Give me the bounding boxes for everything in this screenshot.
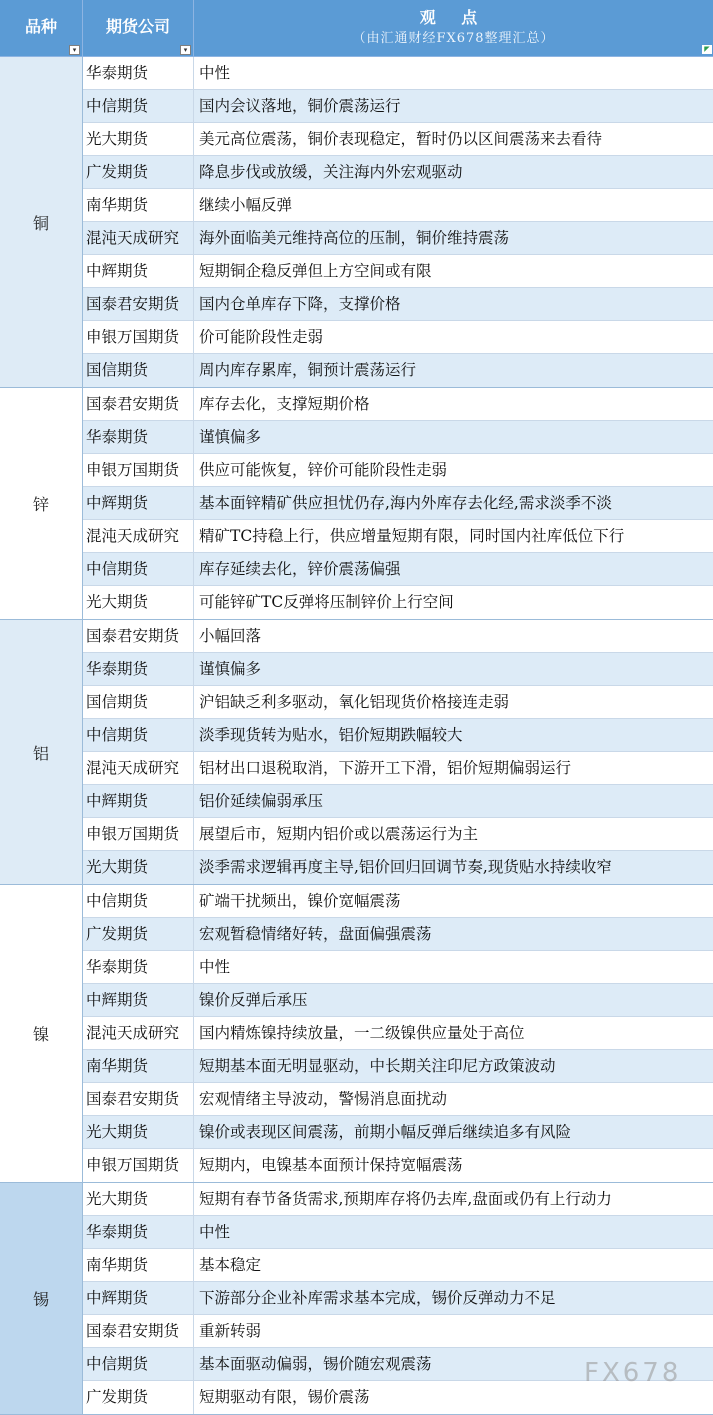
company-cell: 光大期货 (83, 586, 194, 619)
table-row (83, 851, 713, 884)
view-cell: 供应可能恢复，锌价可能阶段性走弱 (199, 461, 448, 479)
company-cell: 中信期货 (83, 885, 194, 917)
company-cell: 国信期货 (83, 686, 194, 718)
company-cell: 申银万国期货 (83, 454, 194, 486)
company-cell: 国泰君安期货 (83, 388, 194, 420)
company-cell: 中辉期货 (83, 255, 194, 287)
company-cell: 国信期货 (83, 354, 194, 387)
company-cell: 光大期货 (83, 851, 194, 884)
view-cell: 镍价或表现区间震荡，前期小幅反弹后继续追多有风险 (199, 1123, 572, 1141)
company-cell: 南华期货 (83, 1249, 194, 1281)
table-row (83, 1216, 713, 1249)
view-cell: 镍价反弹后承压 (199, 991, 308, 1009)
filter-dropdown-icon[interactable]: ▾ (69, 45, 80, 55)
view-cell: 国内精炼镍持续放量，一二级镍供应量处于高位 (199, 1024, 525, 1042)
variety-cell: 锡 (0, 1183, 83, 1414)
table-row (83, 620, 713, 653)
group-section (0, 388, 713, 620)
table-row (83, 1017, 713, 1050)
view-cell: 淡季现货转为贴水，铝价短期跌幅较大 (199, 726, 463, 744)
company-cell: 国泰君安期货 (83, 620, 194, 652)
view-cell: 短期有春节备货需求,预期库存将仍去库,盘面或仍有上行动力 (199, 1190, 612, 1208)
view-cell: 淡季需求逻辑再度主导,铝价回归回调节奏,现货贴水持续收窄 (199, 858, 612, 876)
table-row (83, 288, 713, 321)
company-cell: 中辉期货 (83, 984, 194, 1016)
group-rows (83, 885, 713, 1182)
view-cell: 美元高位震荡，铜价表现稳定，暂时仍以区间震荡来去看待 (199, 130, 603, 148)
table-row (83, 984, 713, 1017)
company-cell: 中辉期货 (83, 487, 194, 519)
company-cell: 混沌天成研究 (83, 520, 194, 552)
sheet-corner-icon: ◤ (702, 45, 712, 54)
company-cell: 南华期货 (83, 189, 194, 221)
header-view-label: 观 点 (419, 8, 488, 27)
view-cell: 降息步伐或放缓，关注海内外宏观驱动 (199, 163, 463, 181)
view-cell: 价可能阶段性走弱 (199, 328, 324, 346)
view-cell: 可能锌矿TC反弹将压制锌价上行空间 (199, 593, 454, 611)
view-cell: 中性 (199, 64, 231, 82)
view-cell: 短期内，电镍基本面预计保持宽幅震荡 (199, 1156, 463, 1174)
table-row (83, 885, 713, 918)
company-cell: 中信期货 (83, 1348, 194, 1380)
variety-cell: 铜 (0, 57, 83, 387)
table-row (83, 1050, 713, 1083)
view-cell: 库存延续去化，锌价震荡偏强 (199, 560, 401, 578)
view-cell: 继续小幅反弹 (199, 196, 293, 214)
table-row (83, 454, 713, 487)
header-company-cell (83, 0, 194, 56)
table-body (0, 57, 713, 1415)
view-cell: 重新转弱 (199, 1322, 262, 1340)
view-cell: 库存去化，支撑短期价格 (199, 395, 370, 413)
group-section (0, 620, 713, 885)
company-cell: 混沌天成研究 (83, 752, 194, 784)
table-row (83, 951, 713, 984)
view-cell: 基本稳定 (199, 1256, 262, 1274)
table-row (83, 388, 713, 421)
view-cell: 展望后市，短期内铝价或以震荡运行为主 (199, 825, 479, 843)
group-section (0, 57, 713, 388)
table-row (83, 553, 713, 586)
company-cell: 申银万国期货 (83, 1149, 194, 1182)
table-row (83, 255, 713, 288)
view-cell: 宏观暂稳情绪好转，盘面偏强震荡 (199, 925, 432, 943)
company-cell: 国泰君安期货 (83, 1083, 194, 1115)
view-cell: 短期基本面无明显驱动，中长期关注印尼方政策波动 (199, 1057, 556, 1075)
view-cell: 短期驱动有限，锡价震荡 (199, 1388, 370, 1406)
header-company-label: 期货公司 (105, 17, 170, 36)
company-cell: 广发期货 (83, 1381, 194, 1414)
table-row (83, 719, 713, 752)
table-row (83, 918, 713, 951)
table-row (83, 818, 713, 851)
table-row (83, 57, 713, 90)
company-cell: 中辉期货 (83, 785, 194, 817)
company-cell: 中信期货 (83, 719, 194, 751)
table-row (83, 1249, 713, 1282)
view-cell: 铝价延续偏弱承压 (199, 792, 324, 810)
group-rows (83, 388, 713, 619)
company-cell: 广发期货 (83, 156, 194, 188)
table-row (83, 785, 713, 818)
table-row (83, 156, 713, 189)
header-view-cell (194, 0, 713, 56)
view-cell: 矿端干扰频出，镍价宽幅震荡 (199, 892, 401, 910)
view-cell: 下游部分企业补库需求基本完成，锡价反弹动力不足 (199, 1289, 556, 1307)
view-cell: 铝材出口退税取消，下游开工下滑，铝价短期偏弱运行 (199, 759, 572, 777)
watermark-logo: FX678 (584, 1358, 682, 1388)
company-cell: 南华期货 (83, 1050, 194, 1082)
variety-cell: 锌 (0, 388, 83, 619)
table-row (83, 1149, 713, 1182)
company-cell: 中辉期货 (83, 1282, 194, 1314)
table-row (83, 653, 713, 686)
view-cell: 中性 (199, 958, 231, 976)
header-variety-cell (0, 0, 83, 56)
view-cell: 周内库存累库，铜预计震荡运行 (199, 361, 417, 379)
view-cell: 中性 (199, 1223, 231, 1241)
header-view-note: （由汇通财经FX678整理汇总） (352, 31, 555, 46)
table-row (83, 520, 713, 553)
company-cell: 华泰期货 (83, 1216, 194, 1248)
table-row (83, 752, 713, 785)
company-cell: 广发期货 (83, 918, 194, 950)
table-row (83, 586, 713, 619)
table-row (83, 90, 713, 123)
table-row (83, 222, 713, 255)
table-header (0, 0, 713, 57)
company-cell: 申银万国期货 (83, 818, 194, 850)
table-row (83, 123, 713, 156)
variety-cell: 铝 (0, 620, 83, 884)
company-cell: 混沌天成研究 (83, 222, 194, 254)
company-cell: 国泰君安期货 (83, 288, 194, 320)
view-cell: 短期铜企稳反弹但上方空间或有限 (199, 262, 432, 280)
table-row (83, 1282, 713, 1315)
company-cell: 光大期货 (83, 123, 194, 155)
view-cell: 沪铝缺乏利多驱动，氧化铝现货价格接连走弱 (199, 693, 510, 711)
table-row (83, 321, 713, 354)
table-row (83, 1116, 713, 1149)
company-cell: 申银万国期货 (83, 321, 194, 353)
company-cell: 华泰期货 (83, 57, 194, 89)
filter-dropdown-icon[interactable]: ▾ (180, 45, 191, 55)
view-cell: 基本面锌精矿供应担忧仍存,海内外库存去化经,需求淡季不淡 (199, 494, 612, 512)
company-cell: 华泰期货 (83, 951, 194, 983)
table-row (83, 1183, 713, 1216)
company-cell: 混沌天成研究 (83, 1017, 194, 1049)
table-row (83, 686, 713, 719)
company-cell: 中信期货 (83, 553, 194, 585)
table-row (83, 1083, 713, 1116)
view-cell: 谨慎偏多 (199, 660, 262, 678)
view-cell: 国内仓单库存下降，支撑价格 (199, 295, 401, 313)
view-cell: 国内会议落地，铜价震荡运行 (199, 97, 401, 115)
view-cell: 海外面临美元维持高位的压制，铜价维持震荡 (199, 229, 510, 247)
group-rows (83, 620, 713, 884)
table-row (83, 421, 713, 454)
view-cell: 精矿TC持稳上行，供应增量短期有限，同时国内社库低位下行 (199, 527, 625, 545)
header-variety-label: 品种 (24, 17, 57, 36)
view-cell: 小幅回落 (199, 627, 262, 645)
company-cell: 国泰君安期货 (83, 1315, 194, 1347)
table-row (83, 189, 713, 222)
group-section (0, 885, 713, 1183)
group-rows (83, 57, 713, 387)
view-cell: 宏观情绪主导波动，警惕消息面扰动 (199, 1090, 448, 1108)
view-cell: 基本面驱动偏弱，锡价随宏观震荡 (199, 1355, 432, 1373)
table-row (83, 354, 713, 387)
view-cell: 谨慎偏多 (199, 428, 262, 446)
company-cell: 华泰期货 (83, 653, 194, 685)
variety-cell: 镍 (0, 885, 83, 1182)
table-row (83, 1315, 713, 1348)
company-cell: 光大期货 (83, 1183, 194, 1215)
company-cell: 华泰期货 (83, 421, 194, 453)
company-cell: 光大期货 (83, 1116, 194, 1148)
table-row (83, 487, 713, 520)
company-cell: 中信期货 (83, 90, 194, 122)
